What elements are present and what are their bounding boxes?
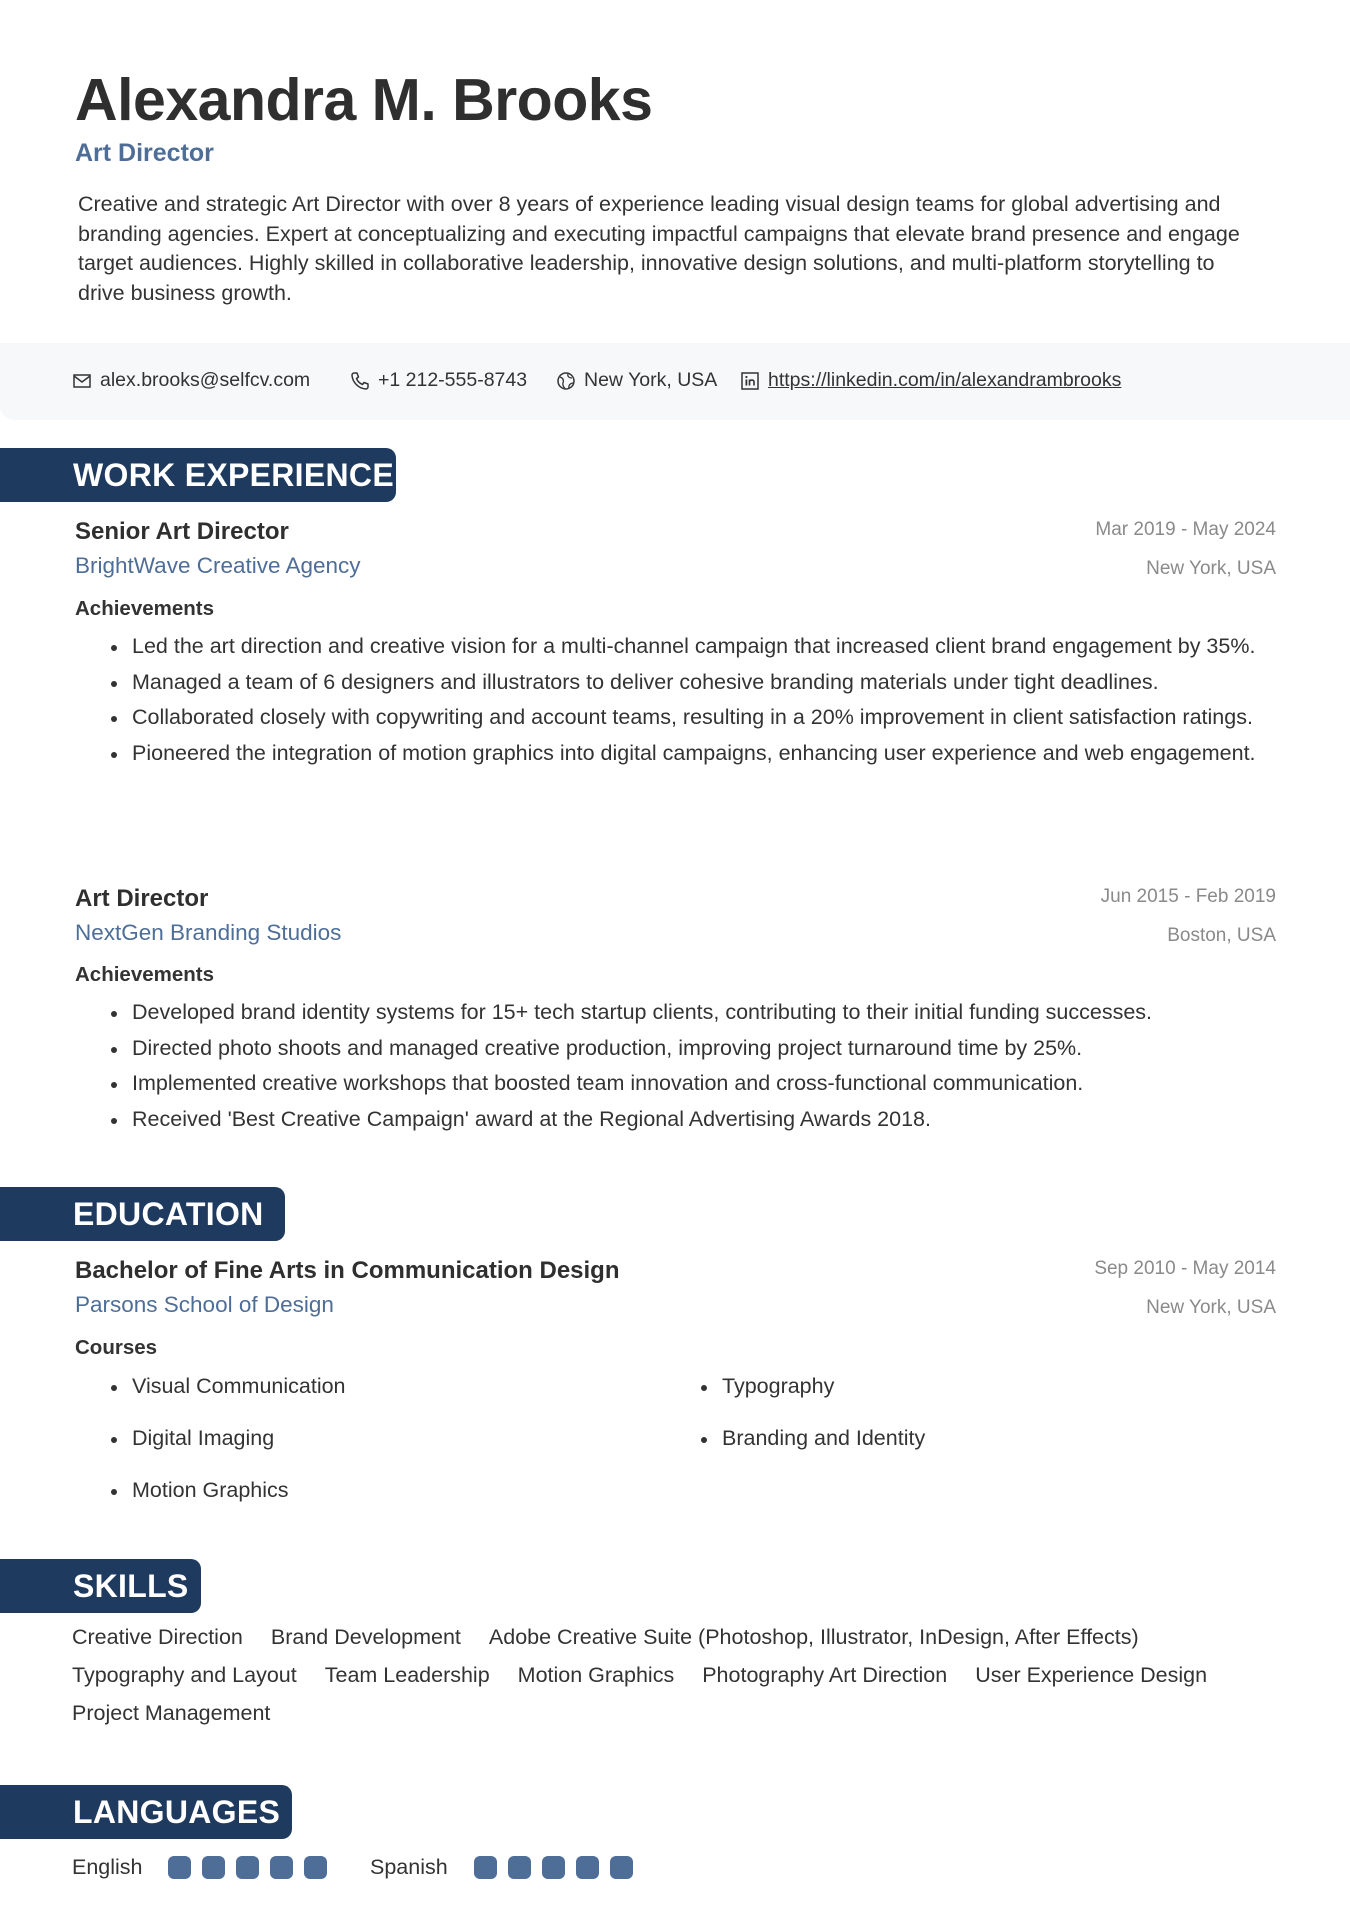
education-dates: Sep 2010 - May 2014 <box>1094 1258 1276 1279</box>
job-dates: Mar 2019 - May 2024 <box>1095 519 1276 540</box>
list-item: Developed brand identity systems for 15+ tech startup clients, contributing to their initial funding successes. <box>132 998 1278 1028</box>
course-item: Visual Communication <box>132 1374 346 1398</box>
list-item: Implemented creative workshops that boosted team innovation and cross-functional communication. <box>132 1069 1278 1099</box>
job-achievements <box>132 632 1278 774</box>
level-dot <box>236 1856 259 1879</box>
skill-item: Typography and Layout <box>72 1663 297 1687</box>
course-item: Typography <box>722 1374 835 1398</box>
job-location: New York, USA <box>1146 558 1276 579</box>
skill-item: Adobe Creative Suite (Photoshop, Illustrator, InDesign, After Effects) <box>488 1625 1139 1649</box>
skill-item: Creative Direction <box>72 1625 243 1649</box>
job-subhead: Achievements <box>75 963 215 986</box>
contact-bar <box>0 343 1350 420</box>
mail-icon <box>72 371 92 391</box>
language-name: English <box>72 1855 143 1879</box>
contact-location-text: New York, USA <box>584 369 718 391</box>
degree-title: Bachelor of Fine Arts in Communication Design <box>75 1257 620 1284</box>
job-company: BrightWave Creative Agency <box>75 553 361 578</box>
language-level-dots <box>474 1856 633 1879</box>
contact-linkedin-link[interactable]: https://linkedin.com/in/alexandrambrooks <box>768 369 1122 391</box>
list-item: Directed photo shoots and managed creative production, improving project turnaround time by 25%. <box>132 1034 1278 1064</box>
job-subhead: Achievements <box>75 597 215 620</box>
contact-email-text: alex.brooks@selfcv.com <box>100 369 311 391</box>
contact-email[interactable] <box>72 369 310 392</box>
level-dot <box>168 1856 191 1879</box>
level-dot <box>304 1856 327 1879</box>
section-work-experience: WORK EXPERIENCE <box>0 448 396 502</box>
education-location: New York, USA <box>1146 1297 1276 1318</box>
language-name: Spanish <box>370 1855 448 1879</box>
skill-item: Brand Development <box>270 1625 461 1649</box>
level-dot <box>610 1856 633 1879</box>
list-item: Pioneered the integration of motion graphics into digital campaigns, enhancing user experience and web engagement. <box>132 739 1278 769</box>
level-dot <box>542 1856 565 1879</box>
candidate-role: Art Director <box>75 139 214 167</box>
job-location: Boston, USA <box>1167 925 1276 946</box>
course-item: Branding and Identity <box>722 1426 926 1450</box>
linkedin-icon <box>740 371 760 391</box>
list-item: Received 'Best Creative Campaign' award at the Regional Advertising Awards 2018. <box>132 1105 1278 1135</box>
level-dot <box>202 1856 225 1879</box>
list-item: Managed a team of 6 designers and illustrators to deliver cohesive branding materials under tight deadlines. <box>132 668 1278 698</box>
list-item: Collaborated closely with copywriting and account teams, resulting in a 20% improvement in client satisfaction ratings. <box>132 703 1278 733</box>
skills-list <box>72 1624 1302 1727</box>
course-item: Digital Imaging <box>132 1426 275 1450</box>
section-skills: SKILLS <box>0 1559 201 1613</box>
job-title: Senior Art Director <box>75 518 289 545</box>
language-level-dots <box>168 1856 327 1879</box>
contact-location <box>556 369 717 392</box>
level-dot <box>474 1856 497 1879</box>
globe-icon <box>556 371 576 391</box>
skill-item: Photography Art Direction <box>702 1663 948 1687</box>
job-dates: Jun 2015 - Feb 2019 <box>1100 886 1276 907</box>
skill-item: Team Leadership <box>324 1663 490 1687</box>
level-dot <box>508 1856 531 1879</box>
candidate-name: Alexandra M. Brooks <box>75 67 653 133</box>
contact-phone[interactable] <box>350 369 527 392</box>
profile-summary: Creative and strategic Art Director with over 8 years of experience leading visual design teams for global advertising and branding agencies. Expert at conceptualizing and executing impactful campaigns that elevate brand presence and engage target audiences. Highly skilled in collaborative leadership, innovative design solutions, and multi-platform storytelling to drive business growth. <box>78 192 1240 305</box>
job-achievements <box>132 998 1278 1140</box>
contact-phone-text: +1 212-555-8743 <box>378 369 528 391</box>
contact-linkedin[interactable] <box>740 369 1121 392</box>
phone-icon <box>350 371 370 391</box>
education-school: Parsons School of Design <box>75 1292 334 1317</box>
section-education: EDUCATION <box>0 1187 285 1241</box>
list-item: Led the art direction and creative vision for a multi-channel campaign that increased client brand engagement by 35%. <box>132 632 1278 662</box>
level-dot <box>576 1856 599 1879</box>
job-title: Art Director <box>75 885 209 912</box>
job-company: NextGen Branding Studios <box>75 920 342 945</box>
course-item: Motion Graphics <box>132 1478 289 1502</box>
level-dot <box>270 1856 293 1879</box>
skill-item: User Experience Design <box>975 1663 1208 1687</box>
skill-item: Project Management <box>72 1701 271 1725</box>
section-languages: LANGUAGES <box>0 1785 292 1839</box>
skill-item: Motion Graphics <box>517 1663 675 1687</box>
education-subhead: Courses <box>75 1336 158 1359</box>
